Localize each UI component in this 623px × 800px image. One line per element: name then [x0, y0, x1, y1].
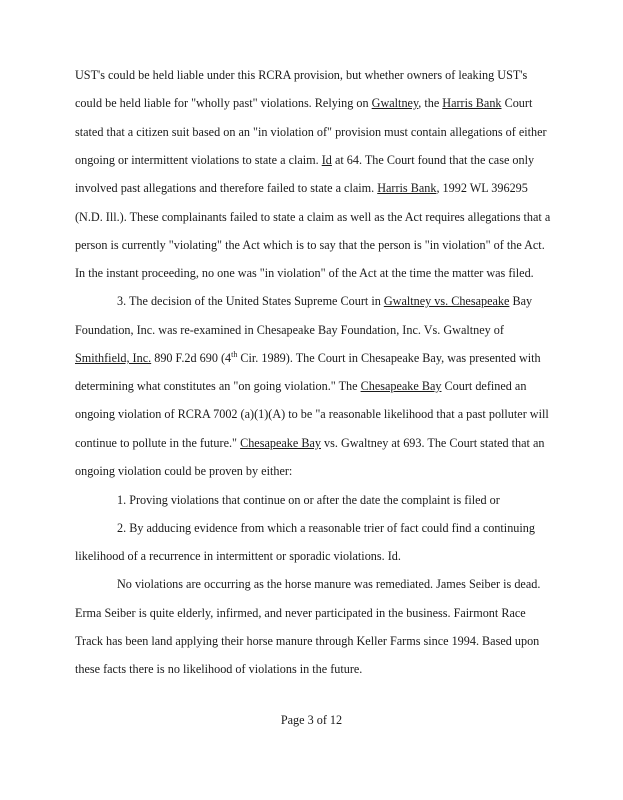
- case-citation: Gwaltney: [371, 96, 419, 110]
- text-line: (N.D. Ill.). These complainants failed to state a claim as well as the Act requires allegations that a: [75, 210, 551, 224]
- list-item: 2. By adducing evidence from which a reasonable trier of fact could find a continuing: [117, 521, 535, 535]
- list-item: 1. Proving violations that continue on or after the date the complaint is filed or: [117, 493, 500, 507]
- text-line: person is currently "violating" the Act which is to say that the person is "in violation" of the Act.: [75, 238, 545, 252]
- text-line: Track has been land applying their horse manure through Keller Farms since 1994. Based upon: [75, 634, 540, 648]
- case-citation: Harris Bank: [377, 181, 437, 195]
- text-line: ongoing violation of RCRA 7002 (a)(1)(A) to be "a reasonable likelihood that a past polluter will: [75, 407, 549, 421]
- text-line: involved past allegations and therefore failed to state a claim. Harris Bank, 1992 WL 396295: [75, 181, 528, 195]
- case-citation: Smithfield, Inc.: [75, 351, 152, 365]
- case-citation: Gwaltney vs. Chesapeake: [383, 294, 510, 308]
- case-citation: Id: [321, 153, 332, 167]
- text-line: Smithfield, Inc. 890 F.2d 690 (4th Cir. 1989). The Court in Chesapeake Bay, was presented with: [75, 349, 541, 365]
- text-line: stated that a citizen suit based on an "in violation of" provision must contain allegations of either: [75, 125, 547, 139]
- text-line: continue to pollute in the future." Chesapeake Bay vs. Gwaltney at 693. The Court stated that an: [75, 436, 545, 450]
- text-line: could be held liable for "wholly past" violations. Relying on Gwaltney, the Harris Bank Court: [75, 96, 533, 110]
- text-line: ongoing or intermittent violations to state a claim. Id at 64. The Court found that the case only: [75, 153, 535, 167]
- text-line: determining what constitutes an "on going violation." The Chesapeake Bay Court defined an: [75, 379, 527, 393]
- text-line: ongoing violation could be proven by either:: [75, 464, 293, 478]
- case-citation: Chesapeake Bay: [240, 436, 321, 450]
- text-line: UST's could be held liable under this RCRA provision, but whether owners of leaking UST's: [75, 68, 528, 82]
- text-line: 3. The decision of the United States Supreme Court in Gwaltney vs. Chesapeake Bay: [117, 294, 533, 308]
- text-line: In the instant proceeding, no one was "in violation" of the Act at the time the matter was filed.: [75, 266, 534, 280]
- text-line: likelihood of a recurrence in intermittent or sporadic violations. Id.: [75, 549, 401, 563]
- page-number: Page 3 of 12: [280, 713, 343, 727]
- text-line: No violations are occurring as the horse manure was remediated. James Seiber is dead.: [117, 577, 541, 591]
- text-line: Erma Seiber is quite elderly, infirmed, and never participated in the business. Fairmont Race: [75, 606, 526, 620]
- case-citation: Harris Bank: [442, 96, 502, 110]
- text-line: Foundation, Inc. was re-examined in Chesapeake Bay Foundation, Inc. Vs. Gwaltney of: [75, 323, 504, 337]
- text-line: these facts there is no likelihood of violations in the future.: [75, 662, 363, 676]
- case-citation: Chesapeake Bay: [360, 379, 442, 393]
